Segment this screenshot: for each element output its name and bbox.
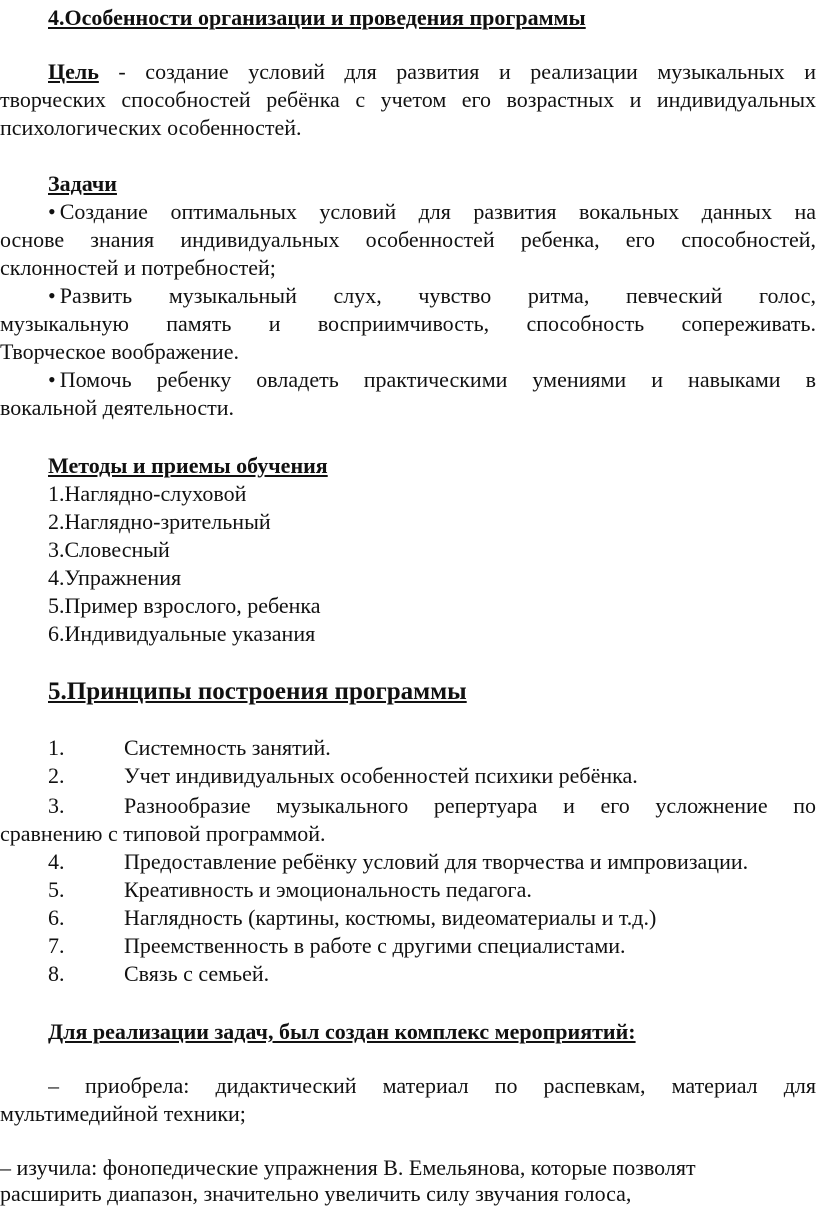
complex-para1-line-2: мультимедийной техники; (0, 1101, 246, 1126)
bullet-icon: • (48, 283, 56, 308)
task-1-line-3: склонностей и потребностей; (0, 255, 276, 280)
task-2-text: Развить музыкальный слух, чувство ритма, певческий голос, (59, 283, 816, 308)
goal-text-1: - создание условий для развития и реализации музыкальных и (118, 59, 816, 84)
task-2-line-1 (48, 282, 816, 310)
goal-line-3: психологических особенностей. (0, 115, 302, 140)
task-3-text: Помочь ребенку овладеть практическими умениями и навыками в (59, 367, 816, 392)
methods-title: Методы и приемы обучения (48, 453, 328, 478)
principle-number: 8. (48, 961, 65, 986)
principle-number: 4. (48, 849, 65, 874)
principle-text: Преемственность в работе с другими специалистами. (124, 933, 626, 958)
goal-label: Цель (48, 59, 99, 84)
method-item: 2.Наглядно-зрительный (48, 509, 271, 534)
task-3-line-2: вокальной деятельности. (0, 395, 235, 420)
goal-line-2: творческих способностей ребёнка с учетом его возрастных и индивидуальных (0, 87, 816, 112)
complex-title: Для реализации задач, был создан комплекс мероприятий: (48, 1019, 636, 1044)
principle-number: 3. (48, 793, 65, 818)
principle-number: 7. (48, 933, 65, 958)
tasks-title: Задачи (48, 171, 117, 196)
bullet-icon: • (48, 199, 56, 224)
principle-text: Учет индивидуальных особенностей психики ребёнка. (124, 763, 638, 788)
method-item: 5.Пример взрослого, ребенка (48, 593, 321, 618)
section5-title: 5.Принципы построения программы (48, 678, 467, 705)
task-1-line-1 (48, 198, 816, 226)
section4-title: 4.Особенности организации и проведения программы (48, 5, 586, 30)
principle-text: Наглядность (картины, костюмы, видеоматериалы и т.д.) (124, 905, 657, 930)
method-item: 3.Словесный (48, 537, 170, 562)
method-item: 6.Индивидуальные указания (48, 621, 316, 646)
principle-number: 6. (48, 905, 65, 930)
task-1-line-2: основе знания индивидуальных особенностей ребенка, его способностей, (0, 227, 816, 252)
principle-continuation: сравнению с типовой программой. (0, 821, 326, 846)
principle-number: 1. (48, 735, 65, 760)
task-3-line-1 (48, 366, 816, 394)
principle-text: Связь с семьей. (124, 961, 270, 986)
task-2-line-3: Творческое воображение. (0, 339, 239, 364)
task-2-line-2: музыкальную память и восприимчивость, способность сопереживать. (0, 311, 816, 336)
method-item: 1.Наглядно-слуховой (48, 481, 247, 506)
method-item: 4.Упражнения (48, 565, 182, 590)
complex-para1-line-1: – приобрела: дидактический материал по распевкам, материал для (48, 1073, 816, 1098)
goal-line-1 (48, 58, 816, 86)
complex-para2-line-1: – изучила: фонопедические упражнения В. Емельянова, которые позволят (0, 1155, 696, 1180)
principle-text: Системность занятий. (124, 735, 331, 760)
principle-text: Разнообразие музыкального репертуара и его усложнение по (124, 793, 816, 818)
principle-number: 5. (48, 877, 65, 902)
bullet-icon: • (48, 367, 56, 392)
principle-number: 2. (48, 763, 65, 788)
complex-para2-line-2: расширить диапазон, значительно увеличить силу звучания голоса, (0, 1181, 632, 1206)
principle-text: Креативность и эмоциональность педагога. (124, 877, 532, 902)
task-1-text: Создание оптимальных условий для развития вокальных данных на (59, 199, 816, 224)
principle-text: Предоставление ребёнку условий для творчества и импровизации. (124, 849, 749, 874)
